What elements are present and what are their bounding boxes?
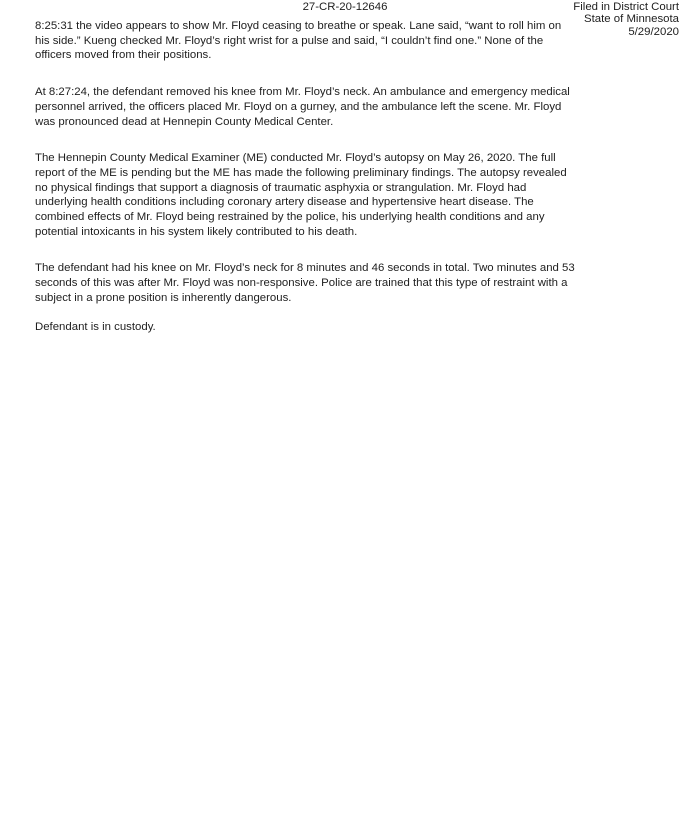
filing-stamp-court: Filed in District Court xyxy=(573,1,679,13)
text-line: report of the ME is pending but the ME has made the following preliminary findings. The autopsy revealed xyxy=(35,166,567,179)
text-line: combined effects of Mr. Floyd being restrained by the police, his underlying health conditions and any xyxy=(35,211,545,224)
text-line: personnel arrived, the officers placed Mr. Floyd on a gurney, and the ambulance left the scene. Mr. Floyd xyxy=(35,100,562,113)
filing-stamp xyxy=(573,1,679,38)
text-line: The Hennepin County Medical Examiner (ME) conducted Mr. Floyd’s autopsy on May 26, 2020. The full xyxy=(35,152,556,165)
filing-stamp-date: 5/29/2020 xyxy=(628,25,679,38)
document-body xyxy=(35,19,675,335)
paragraph xyxy=(35,261,675,305)
text-line: underlying health conditions including coronary artery disease and hypertensive heart disease. The xyxy=(35,196,534,209)
filing-stamp-state: State of Minnesota xyxy=(584,13,679,26)
text-line: potential intoxicants in his system likely contributed to his death. xyxy=(35,225,358,238)
text-line: subject in a prone position is inherently dangerous. xyxy=(35,291,292,304)
text-line: 8:25:31 the video appears to show Mr. Floyd ceasing to breathe or speak. Lane said, “want to roll him on xyxy=(35,20,562,32)
paragraph xyxy=(35,85,675,129)
text-line: officers moved from their positions. xyxy=(35,49,212,62)
text-line: The defendant had his knee on Mr. Floyd’s neck for 8 minutes and 46 seconds in total. Two minutes and 53 xyxy=(35,262,575,275)
paragraph xyxy=(35,320,675,335)
text-line: seconds of this was after Mr. Floyd was non-responsive. Police are trained that this type of restraint with a xyxy=(35,277,568,290)
text-line: his side.” Kueng checked Mr. Floyd’s right wrist for a pulse and said, “I couldn’t find one.” None of the xyxy=(35,34,544,47)
case-number: 27-CR-20-12646 xyxy=(302,1,388,13)
text-line: At 8:27:24, the defendant removed his knee from Mr. Floyd’s neck. An ambulance and emergency medical xyxy=(35,86,570,99)
text-line: was pronounced dead at Hennepin County Medical Center. xyxy=(35,115,334,128)
text-line: no physical findings that support a diagnosis of traumatic asphyxia or strangulation. Mr. Floyd had xyxy=(35,181,527,194)
paragraph xyxy=(35,151,675,239)
text-line: Defendant is in custody. xyxy=(35,321,156,334)
